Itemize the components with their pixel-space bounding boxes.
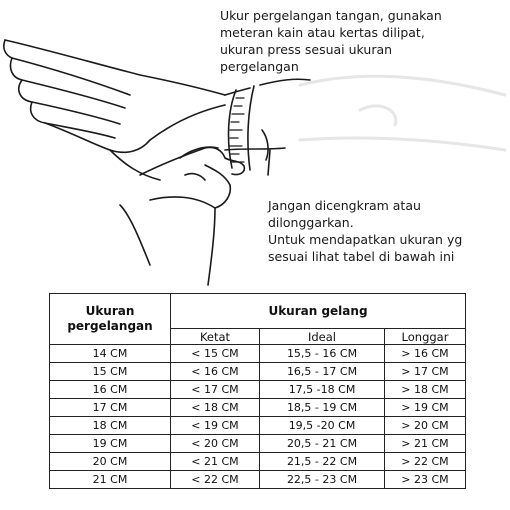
size-chart-table xyxy=(49,293,466,489)
tight-cell: < 21 CM xyxy=(171,453,260,471)
wrist-cell: 17 CM xyxy=(50,399,171,417)
loose-cell: > 21 CM xyxy=(385,435,466,453)
table-row xyxy=(50,345,466,363)
table-row xyxy=(50,399,466,417)
ideal-cell: 22,5 - 23 CM xyxy=(260,471,385,489)
loose-cell: > 16 CM xyxy=(385,345,466,363)
table-row xyxy=(50,417,466,435)
tight-cell: < 17 CM xyxy=(171,381,260,399)
ideal-cell: 16,5 - 17 CM xyxy=(260,363,385,381)
ideal-cell: 21,5 - 22 CM xyxy=(260,453,385,471)
table-row xyxy=(50,435,466,453)
wrist-cell: 19 CM xyxy=(50,435,171,453)
loose-cell: > 18 CM xyxy=(385,381,466,399)
tight-cell: < 18 CM xyxy=(171,399,260,417)
wrist-cell: 16 CM xyxy=(50,381,171,399)
header-ideal: Ideal xyxy=(260,329,385,345)
ideal-cell: 17,5 -18 CM xyxy=(260,381,385,399)
ideal-cell: 15,5 - 16 CM xyxy=(260,345,385,363)
wrist-cell: 21 CM xyxy=(50,471,171,489)
loose-cell: > 22 CM xyxy=(385,453,466,471)
table-row xyxy=(50,381,466,399)
wrist-cell: 14 CM xyxy=(50,345,171,363)
table-row xyxy=(50,363,466,381)
table-row xyxy=(50,471,466,489)
ideal-cell: 20,5 - 21 CM xyxy=(260,435,385,453)
wrist-cell: 15 CM xyxy=(50,363,171,381)
tight-cell: < 22 CM xyxy=(171,471,260,489)
tight-cell: < 15 CM xyxy=(171,345,260,363)
header-wrist-size: Ukuran pergelangan xyxy=(50,294,171,345)
wrist-cell: 18 CM xyxy=(50,417,171,435)
instruction-middle: Jangan dicengkram atau dilonggarkan. Untuk mendapatkan ukuran yg sesuai lihat tabel di bawah ini xyxy=(268,198,463,264)
loose-cell: > 23 CM xyxy=(385,471,466,489)
loose-cell: > 17 CM xyxy=(385,363,466,381)
tight-cell: < 16 CM xyxy=(171,363,260,381)
wrist-cell: 20 CM xyxy=(50,453,171,471)
ideal-cell: 18,5 - 19 CM xyxy=(260,399,385,417)
table-row xyxy=(50,453,466,471)
tight-cell: < 20 CM xyxy=(171,435,260,453)
tight-cell: < 19 CM xyxy=(171,417,260,435)
loose-cell: > 20 CM xyxy=(385,417,466,435)
loose-cell: > 19 CM xyxy=(385,399,466,417)
header-tight: Ketat xyxy=(171,329,260,345)
header-bracelet-size: Ukuran gelang xyxy=(171,294,466,329)
instruction-top: Ukur pergelangan tangan, gunakan meteran kain atau kertas dilipat, ukuran press sesuai ukuran pergelangan xyxy=(220,8,442,74)
header-loose: Longgar xyxy=(385,329,466,345)
ideal-cell: 19,5 -20 CM xyxy=(260,417,385,435)
